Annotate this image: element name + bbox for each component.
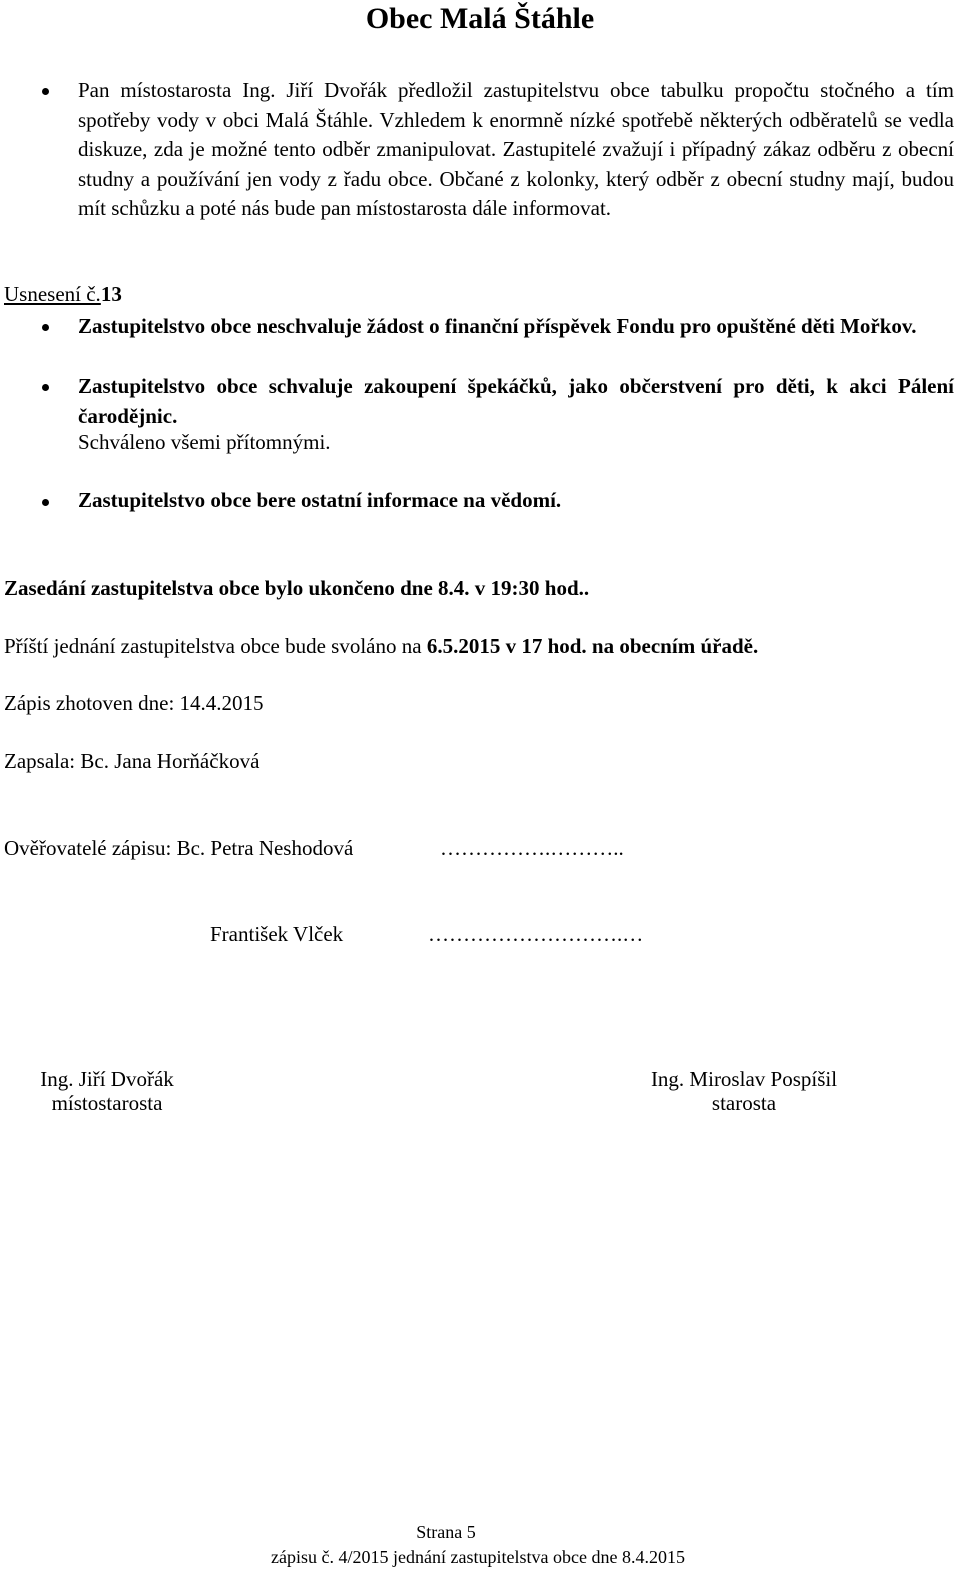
bullet-icon [42, 384, 49, 391]
resolution-heading-prefix: Usnesení č. [4, 282, 101, 306]
verifier-2-name: František Vlček [210, 922, 344, 946]
resolution-heading-number: 13 [100, 282, 122, 306]
intro-paragraph: Pan místostarosta Ing. Jiří Dvořák předložil zastupitelstvu obce tabulku propočtu stočného a tím spotřeby vody v obci Malá Štáhle. Vzhledem k enormně nízké spotřebě některých odběratelů se vedla diskuze, zda je možné tento odběr zmanipulovat. Zastupitelé zvažují i případný zákaz odběru z obecní studny a používání jen vody z řadu obce. Občané z kolonky, který odběr z obecní studny mají, budou mít schůzku a poté nás bude pan místostarosta dále informovat. [78, 78, 954, 220]
signature-block-mayor [624, 1067, 864, 1116]
verifier-1-signature-line: …………….……….. [440, 836, 624, 860]
recorded-by: Zapsala: Bc. Jana Horňáčková [4, 749, 260, 773]
document-reference: zápisu č. 4/2015 jednání zastupitelstva obce dne 8.4.2015 [271, 1547, 685, 1567]
page-number: Strana 5 [416, 1522, 476, 1542]
bullet-icon [42, 88, 49, 95]
signature-role: starosta [711, 1091, 777, 1115]
next-meeting-date: 6.5.2015 v 17 hod. na obecním úřadě. [426, 634, 759, 658]
signature-name: Ing. Miroslav Pospíšil [650, 1067, 838, 1091]
signature-block-deputy-mayor [22, 1067, 192, 1116]
next-meeting-prefix: Příští jednání zastupitelstva obce bude svoláno na [4, 634, 427, 658]
signature-role: místostarosta [51, 1091, 163, 1115]
resolution-heading [4, 282, 122, 307]
resolution-item-1: Zastupitelstvo obce neschvaluje žádost o finanční příspěvek Fondu pro opuštěné děti Mořkov. [78, 314, 917, 338]
resolution-item-3: Zastupitelstvo obce bere ostatní informace na vědomí. [78, 488, 562, 512]
meeting-ended: Zasedání zastupitelstva obce bylo ukončeno dne 8.4. v 19:30 hod.. [4, 576, 590, 600]
verifiers-label: Ověřovatelé zápisu: Bc. Petra Neshodová [4, 836, 354, 860]
page-title: Obec Malá Štáhle [365, 2, 595, 35]
bullet-icon [42, 324, 49, 331]
signature-name: Ing. Jiří Dvořák [40, 1067, 174, 1091]
next-meeting [4, 634, 758, 659]
approval-note: Schváleno všemi přítomnými. [78, 430, 331, 454]
resolution-item-2: Zastupitelstvo obce schvaluje zakoupení špekáčků, jako občerstvení pro děti, k akci Pálení čarodějnic. [78, 374, 954, 428]
record-date: Zápis zhotoven dne: 14.4.2015 [4, 691, 264, 715]
bullet-icon [42, 499, 49, 506]
verifier-2-signature-line: ……………………….… [428, 922, 644, 946]
